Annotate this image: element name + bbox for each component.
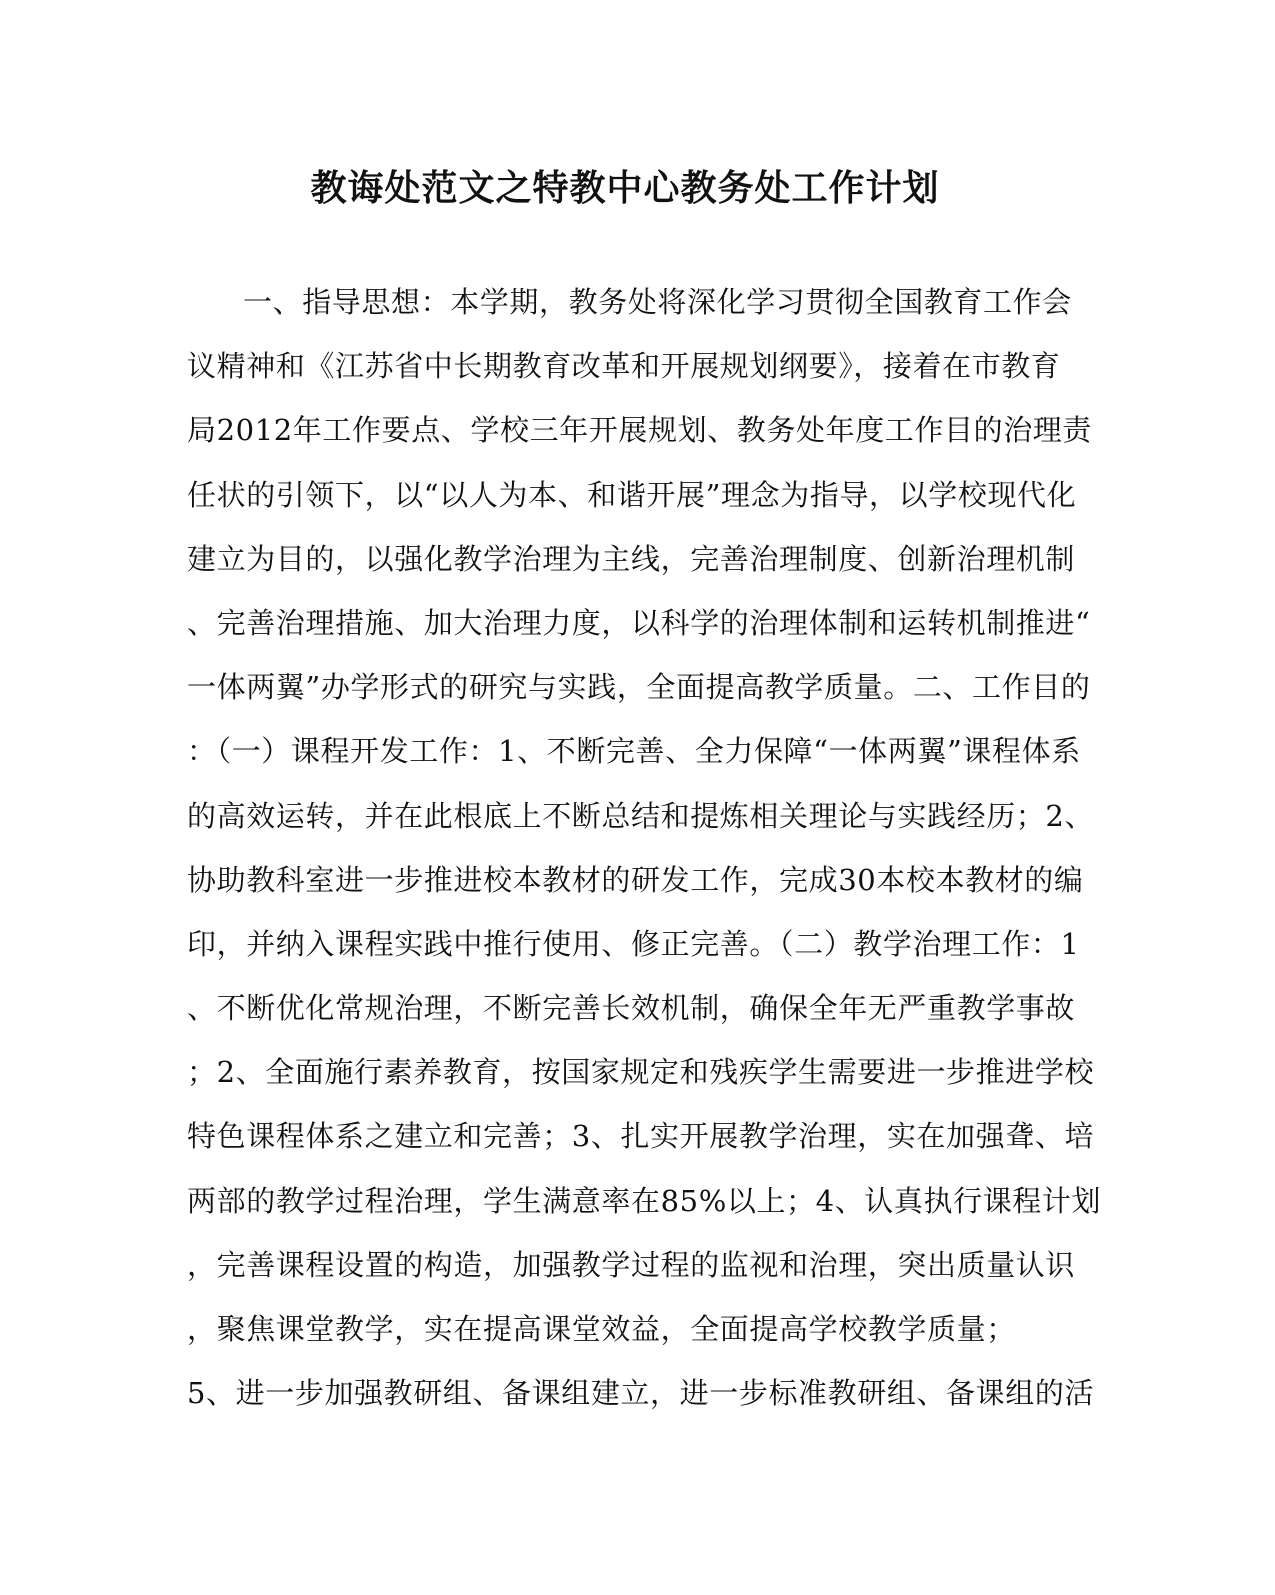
body-line-10: 协助教科室进一步推进校本教材的研发工作，完成30本校本教材的编 — [187, 862, 1084, 897]
body-line-11: 印，并纳入课程实践中推行使用、修正完善。（二）教学治理工作：1 — [187, 926, 1080, 961]
body-line-4: 任状的引领下，以“以人为本、和谐开展”理念为指导，以学校现代化 — [187, 477, 1077, 512]
body-line-7: 一体两翼”办学形式的研究与实践，全面提高教学质量。二、工作目的 — [187, 670, 1091, 705]
document-title: 教诲处范文之特教中心教务处工作计划 — [310, 167, 940, 209]
body-line-2: 议精神和《江苏省中长期教育改革和开展规划纲要》，接着在市教育 — [187, 349, 1061, 384]
body-line-15: 两部的教学过程治理，学生满意率在85%以上；4、认真执行课程计划 — [187, 1183, 1102, 1218]
body-line-3: 局2012年工作要点、学校三年开展规划、教务处年度工作目的治理责 — [187, 413, 1093, 448]
body-line-12: 、不断优化常规治理，不断完善长效机制，确保全年无严重教学事故 — [187, 991, 1076, 1026]
body-line-6: 、完善治理措施、加大治理力度，以科学的治理体制和运转机制推进“ — [187, 605, 1091, 640]
body-line-8: ：（一）课程开发工作：1、不断完善、全力保障“一体两翼”课程体系 — [187, 734, 1081, 769]
body-line-1: 一、指导思想：本学期，教务处将深化学习贯彻全国教育工作会 — [243, 285, 1072, 319]
body-line-9: 的高效运转，并在此根底上不断总结和提炼相关理论与实践经历；2、 — [187, 798, 1095, 833]
body-line-16: ，完善课程设置的构造，加强教学过程的监视和治理，突出质量认识 — [187, 1247, 1076, 1282]
body-line-5: 建立为目的，以强化教学治理为主线，完善治理制度、创新治理机制 — [187, 541, 1076, 576]
body-line-14: 特色课程体系之建立和完善；3、扎实开展教学治理，实在加强聋、培 — [187, 1119, 1095, 1154]
document-body — [187, 270, 1102, 1425]
body-line-13: ；2、全面施行素养教育，按国家规定和残疾学生需要进一步推进学校 — [187, 1055, 1095, 1090]
body-line-17: ，聚焦课堂教学，实在提高课堂效益，全面提高学校教学质量； — [187, 1312, 1016, 1346]
body-line-18: 5、进一步加强教研组、备课组建立，进一步标准教研组、备课组的活 — [187, 1376, 1095, 1411]
